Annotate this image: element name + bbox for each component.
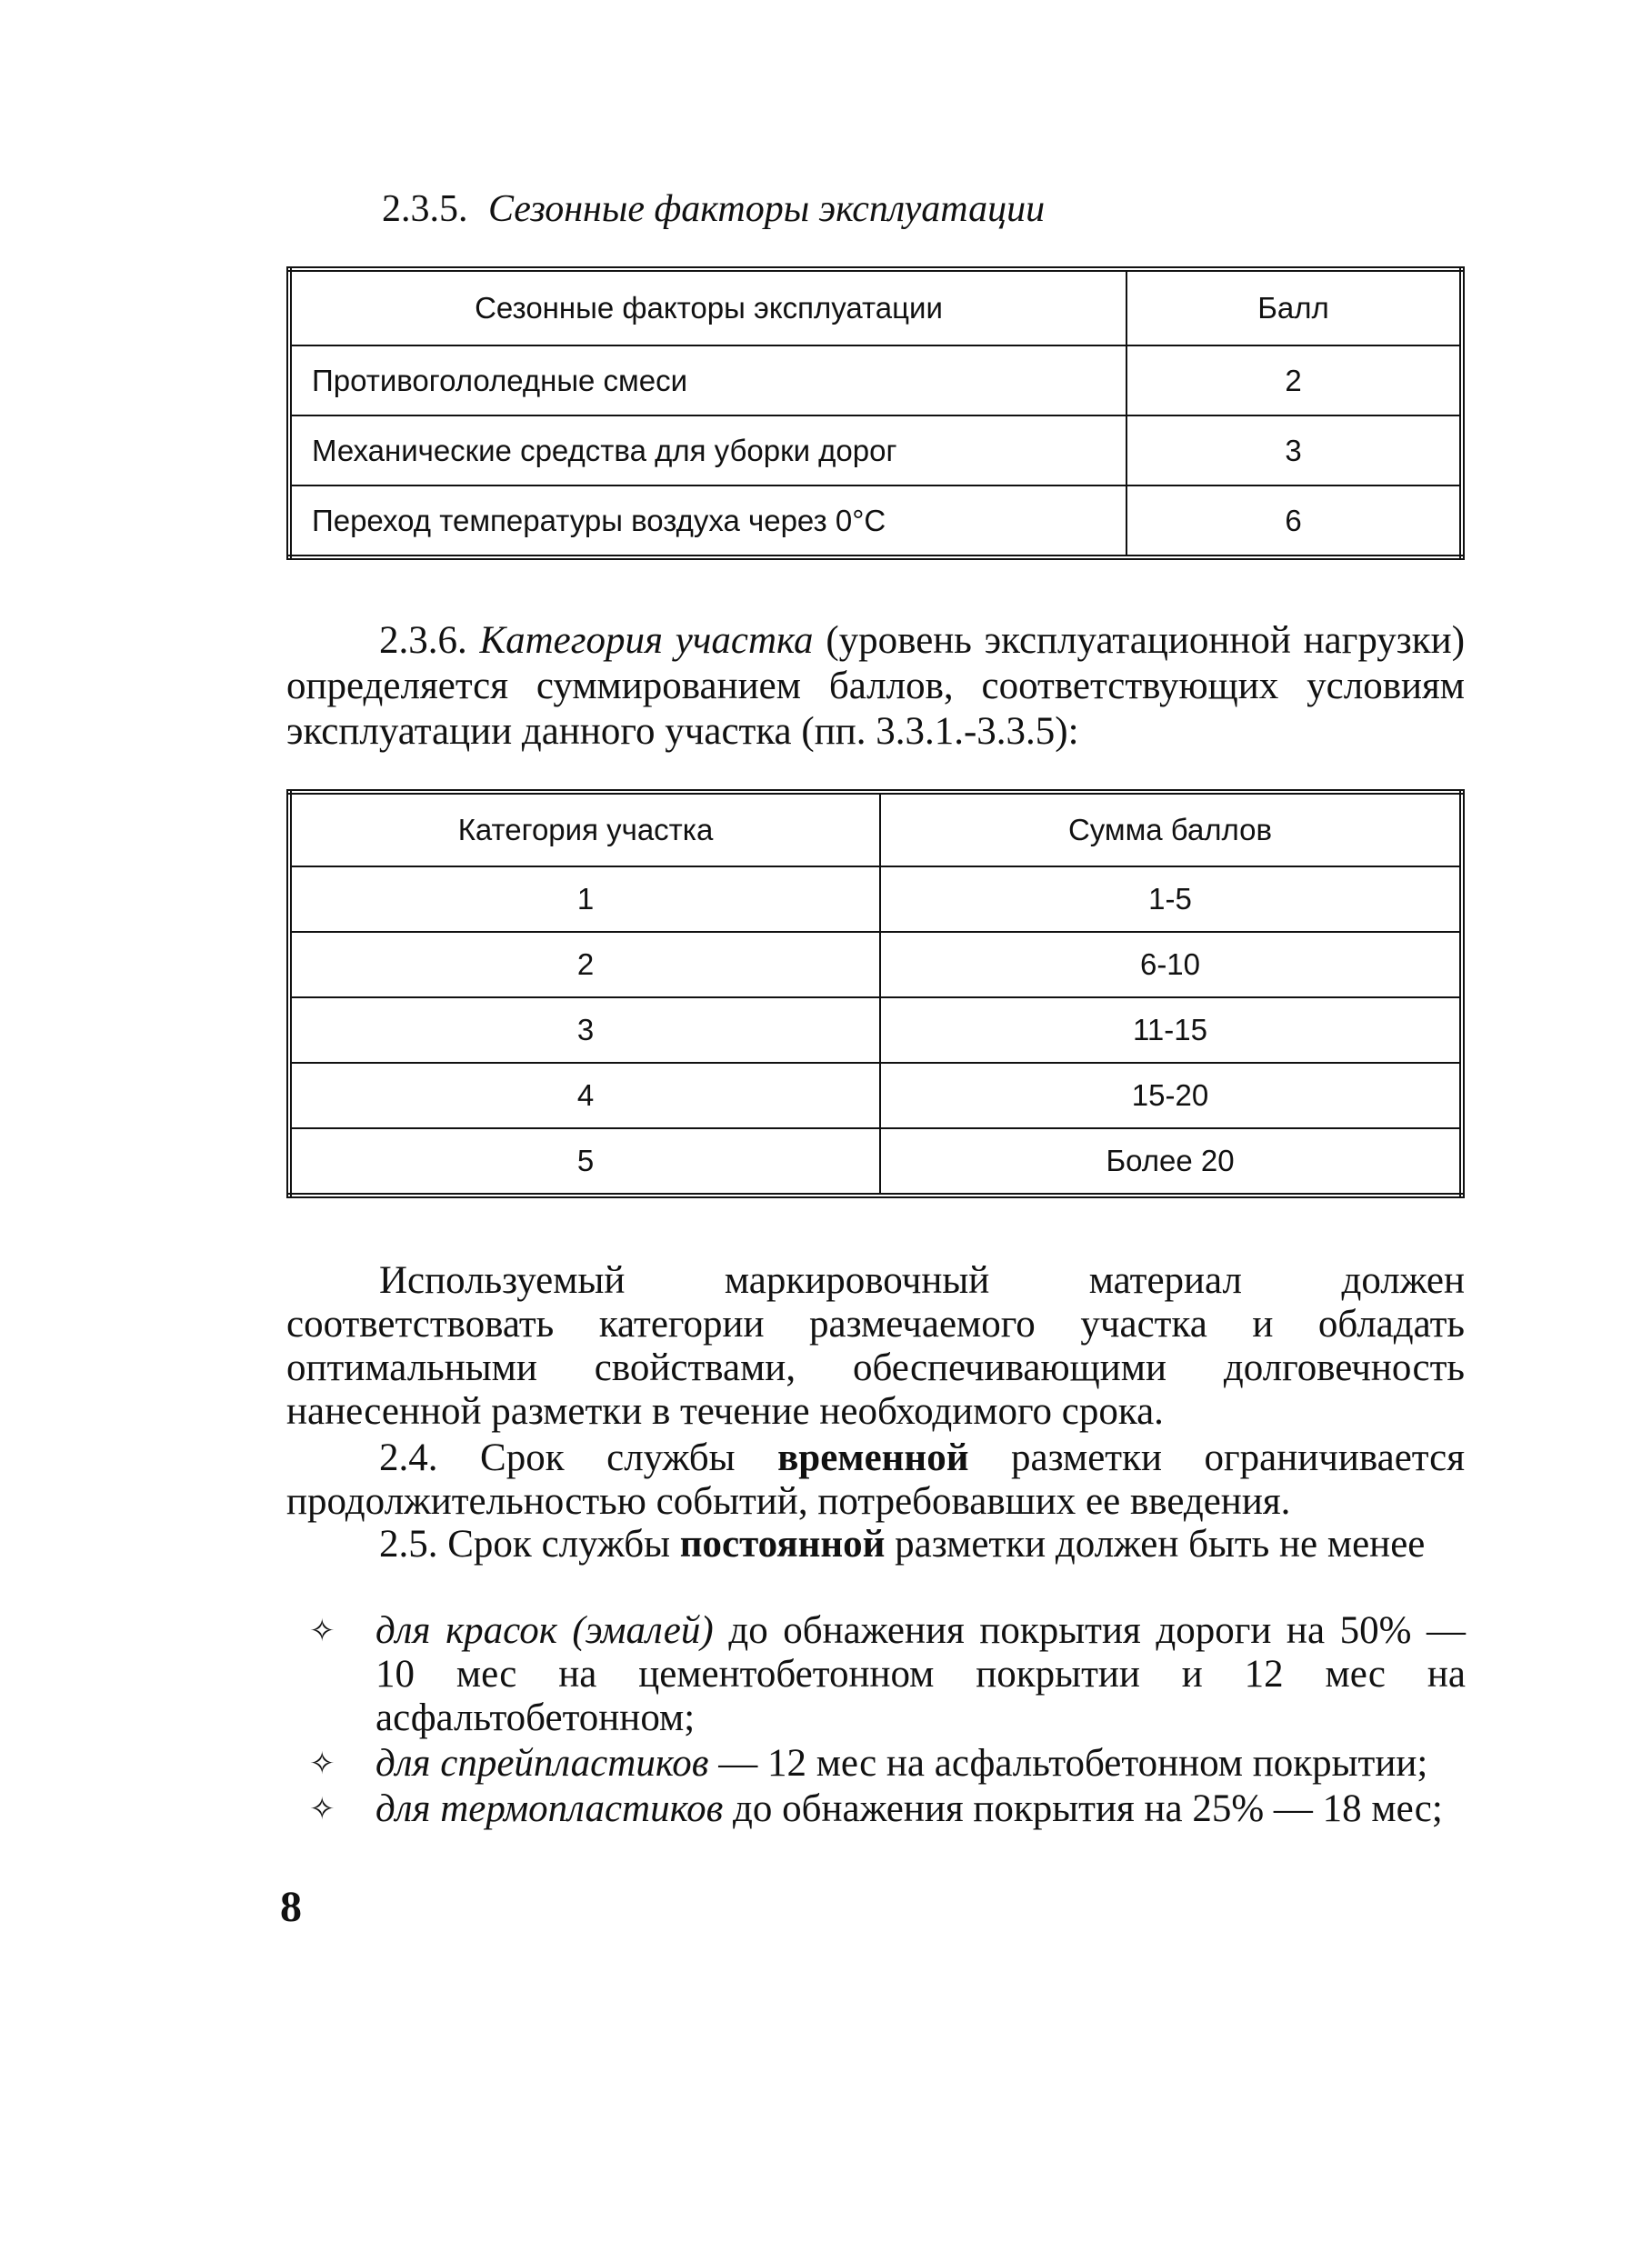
section-number: 2.3.5. [382, 188, 468, 230]
category-cell: 1 [289, 866, 880, 932]
bullet-italic: для термопластиков [375, 1787, 724, 1830]
page-number: 8 [280, 1883, 302, 1931]
sum-cell: 1-5 [880, 866, 1462, 932]
table-row [289, 997, 1462, 1063]
table-row [289, 1128, 1462, 1196]
score-cell: 2 [1126, 345, 1462, 415]
material-text: Используемый маркировочный материал должен соответствовать категории размечаемого участка и обладать оптимальными свойствами, обеспечивающими долговечность нанесенной разметки в течение необходимого срока. [286, 1259, 1465, 1433]
section-number: 2.3.6. [379, 619, 467, 662]
table-row [289, 1063, 1462, 1128]
section-text: (уровень эксплуатационной нагрузки) определяется суммированием баллов, соответствующих условиям эксплуатации данного участка (пп. 3.3.1.-3.3.5): [286, 619, 1466, 753]
seasonal-factors-table [286, 266, 1465, 560]
star-bullet-icon: ✧ [309, 1746, 335, 1782]
category-cell: 2 [289, 932, 880, 997]
bullet-italic: для спрейпластиков [375, 1742, 709, 1785]
sum-cell: 11-15 [880, 997, 1462, 1063]
bullet-text: до обнажения покрытия на 25% — 18 мес; [732, 1787, 1443, 1830]
factor-cell: Противогололедные смеси [289, 345, 1126, 415]
column-header-category: Категория участка [289, 792, 880, 866]
section-25-paragraph [286, 1523, 1465, 1566]
section-heading-235 [382, 186, 1045, 232]
section-236-paragraph [286, 618, 1465, 755]
star-bullet-icon: ✧ [309, 1613, 335, 1649]
section-24-bold: временной [777, 1436, 969, 1479]
section-24-rest: разметки ограничивается продолжительностью событий, потребовавших ее введения. [286, 1436, 1465, 1523]
section-24-paragraph [286, 1436, 1465, 1524]
table-row [289, 415, 1462, 485]
sum-cell: Более 20 [880, 1128, 1462, 1196]
list-item [309, 1742, 1466, 1786]
column-header-sum: Сумма баллов [880, 792, 1462, 866]
section-25-bold: постоянной [679, 1523, 886, 1566]
score-cell: 3 [1126, 415, 1462, 485]
section-title: Категория участка [479, 619, 814, 662]
section-title: Сезонные факторы эксплуатации [488, 188, 1046, 230]
table-header-row [289, 269, 1462, 345]
bullet-italic: для красок (эмалей) [375, 1609, 714, 1652]
category-cell: 5 [289, 1128, 880, 1196]
table-row [289, 345, 1462, 415]
list-item [309, 1609, 1466, 1740]
sum-cell: 15-20 [880, 1063, 1462, 1128]
table-row [289, 866, 1462, 932]
sum-cell: 6-10 [880, 932, 1462, 997]
factor-cell: Механические средства для уборки дорог [289, 415, 1126, 485]
section-25-lead: 2.5. Срок службы [379, 1523, 670, 1566]
table-row [289, 485, 1462, 557]
score-cell: 6 [1126, 485, 1462, 557]
category-table [286, 789, 1465, 1198]
category-cell: 3 [289, 997, 880, 1063]
category-cell: 4 [289, 1063, 880, 1128]
table-row [289, 932, 1462, 997]
section-25-rest: разметки должен быть не менее [895, 1523, 1426, 1566]
star-bullet-icon: ✧ [309, 1791, 335, 1827]
column-header-factor: Сезонные факторы эксплуатации [289, 269, 1126, 345]
bullet-text: до обнажения покрытия дороги на 50% — 10 мес на цементобетонном покрытии и 12 мес на асфальтобетонном; [375, 1609, 1467, 1739]
table-header-row [289, 792, 1462, 866]
column-header-score: Балл [1126, 269, 1462, 345]
list-item [309, 1787, 1466, 1831]
lifetime-bullet-list [309, 1609, 1466, 1833]
section-24-lead: 2.4. Срок службы [379, 1436, 736, 1479]
material-paragraph [286, 1259, 1465, 1434]
factor-cell: Переход температуры воздуха через 0°С [289, 485, 1126, 557]
bullet-text: — 12 мес на асфальтобетонном покрытии; [718, 1742, 1428, 1785]
